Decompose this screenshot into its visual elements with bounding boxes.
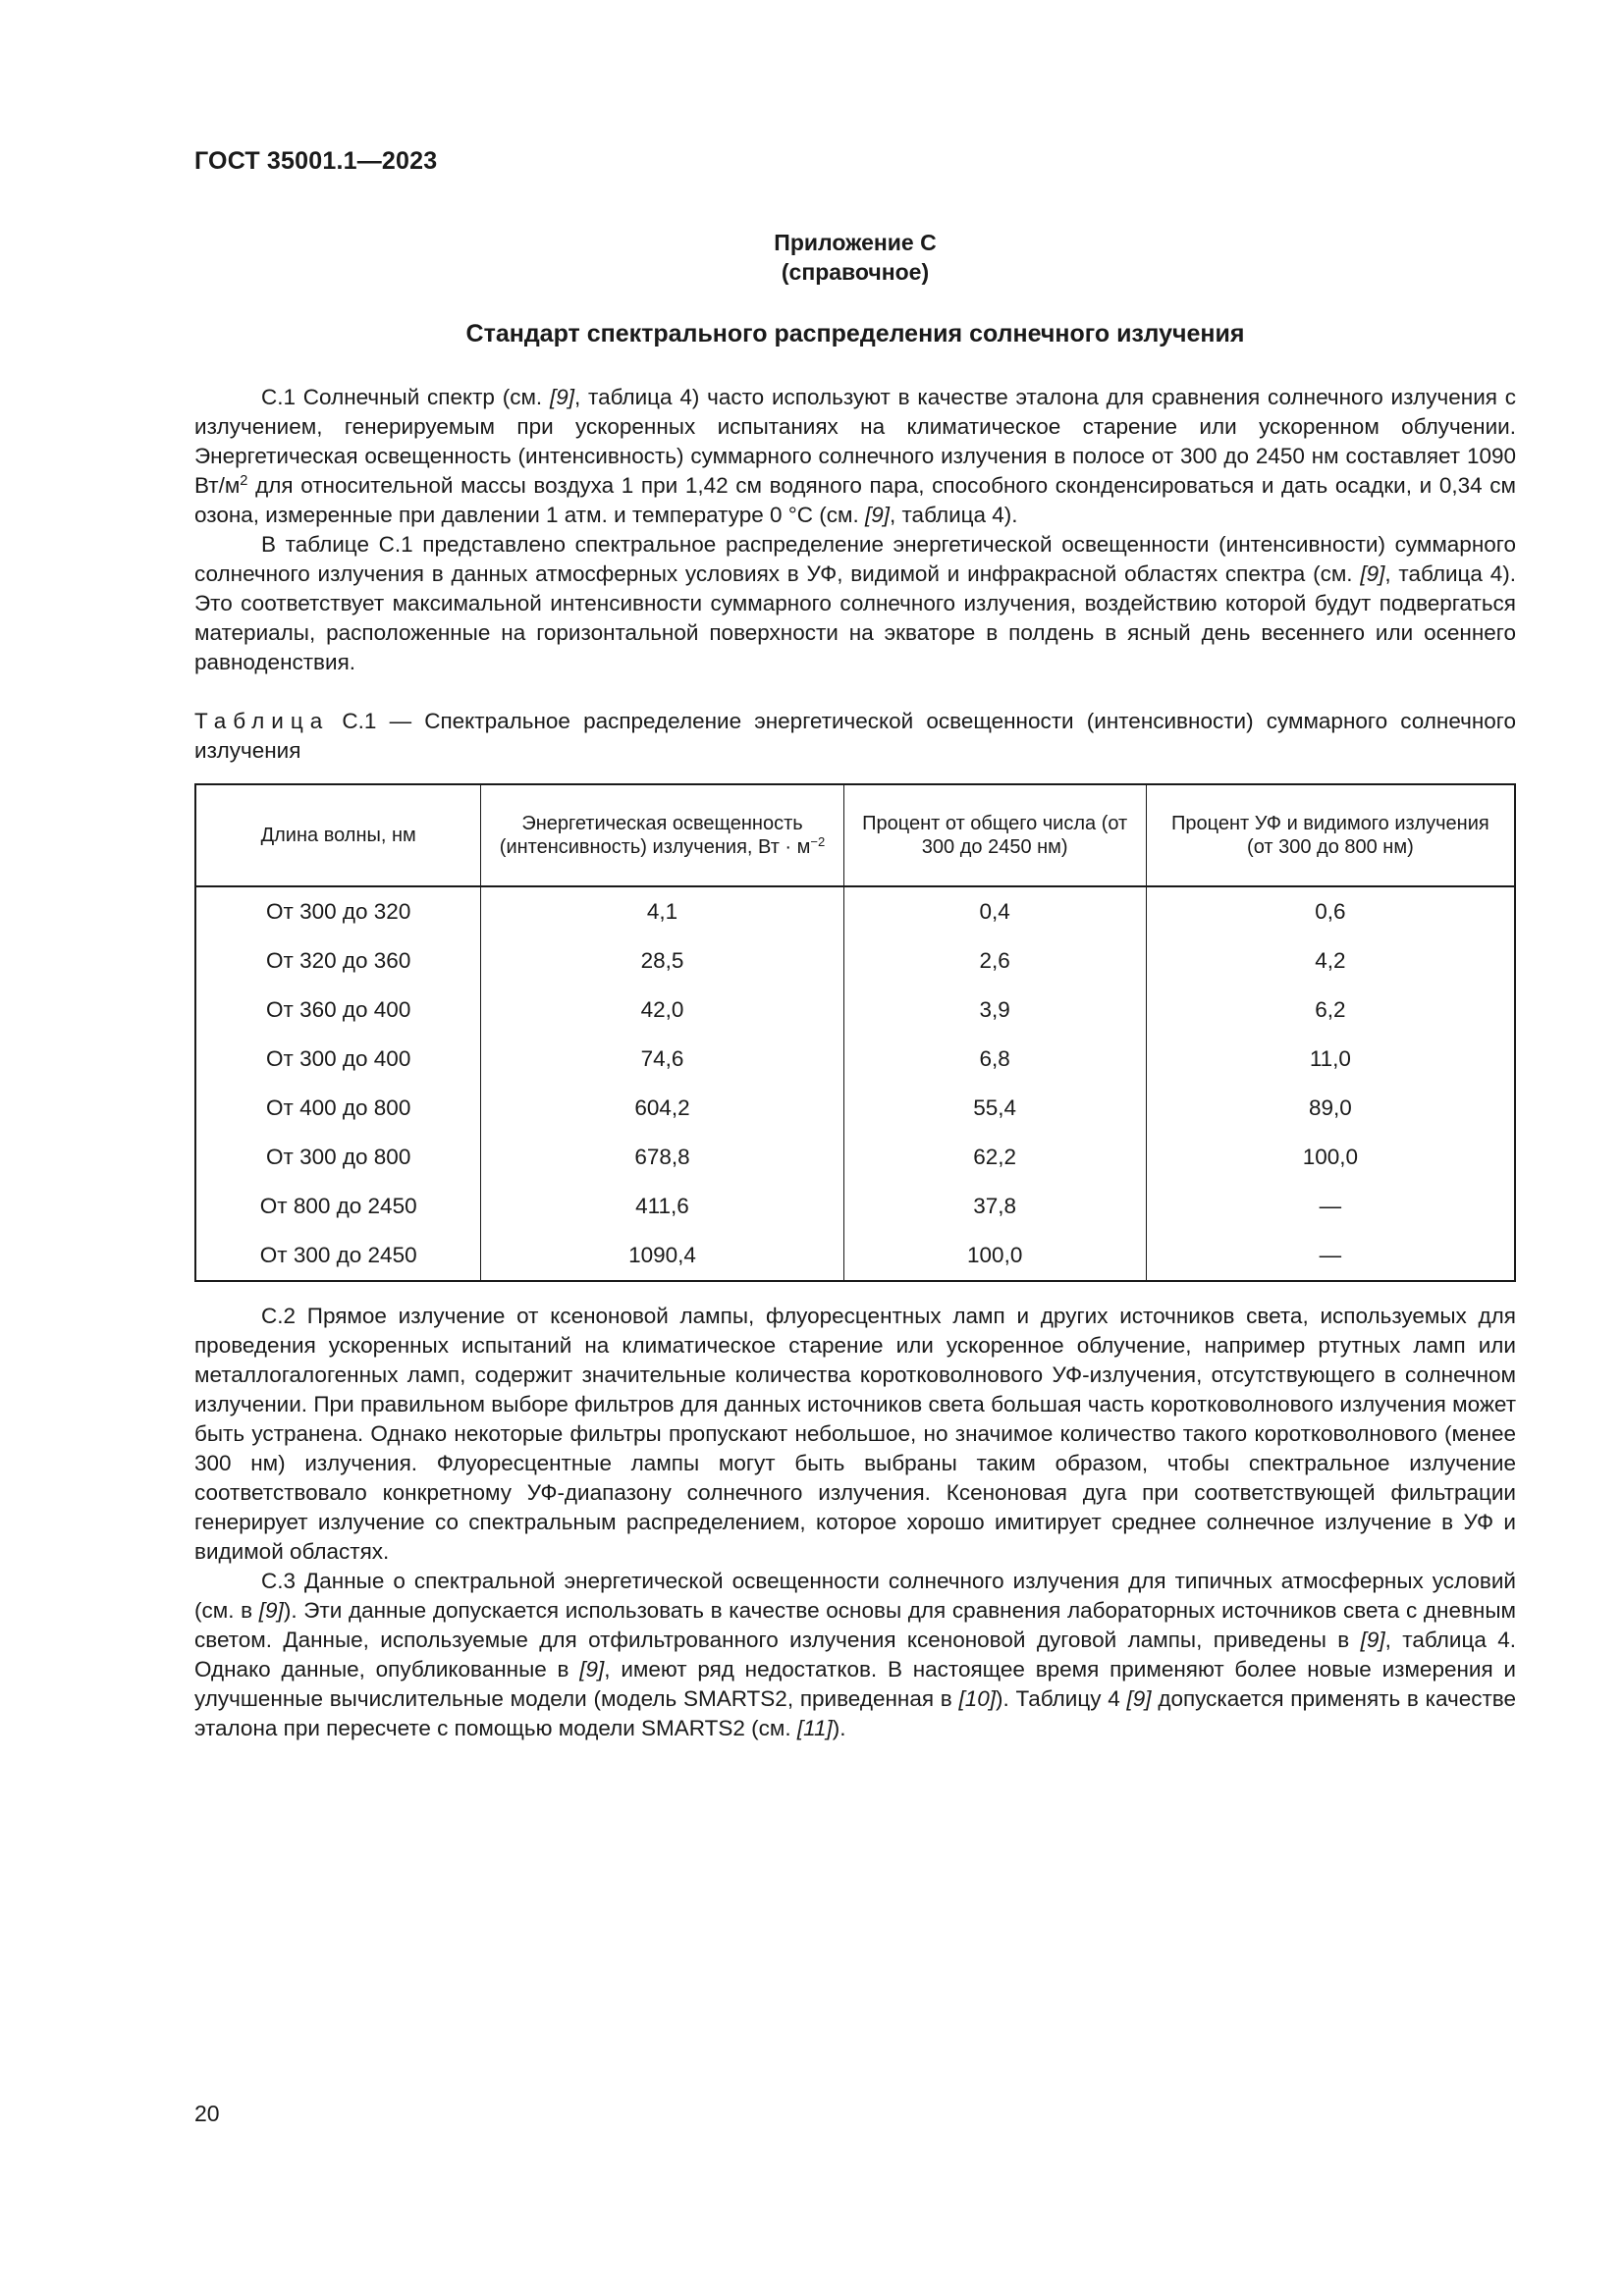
- header-wavelength: Длина волны, нм: [195, 784, 481, 886]
- paragraph-c1-table-intro: В таблице С.1 представлено спектральное распределение энергетической освещенности (интенсивности) суммарного солнечного излучения в данных атмосферных условиях в УФ, видимой и инфракрасной областях спектра (см. [9], таблица 4). Это соответствует максимальной интенсивности суммарного солнечного излучения, воздействию которой будут подвергаться материалы, расположенные на горизонтальной поверхности на экваторе в полдень в ясный день весеннего или осеннего равноденствия.: [194, 532, 1516, 674]
- cell-percent-uv-visible: 6,2: [1146, 986, 1515, 1035]
- cell-wavelength: От 300 до 2450: [195, 1231, 481, 1281]
- cell-percent-uv-visible: 100,0: [1146, 1133, 1515, 1182]
- reference-link: [9]: [1360, 561, 1385, 586]
- table-header-row: [195, 784, 1515, 886]
- cell-percent-total: 6,8: [843, 1035, 1146, 1084]
- cell-irradiance: 411,6: [481, 1182, 843, 1231]
- paragraph-c2: С.2 Прямое излучение от ксеноновой лампы, флуоресцентных ламп и других источников света, используемых для проведения ускоренных испытаний на климатическое старение или ускоренное облучение, например ртутных ламп или металлогалогенных ламп, содержит значительные количества коротковолнового УФ-излучения, отсутствующего в солнечном излучении. При правильном выборе фильтров для данных источников света большая часть коротковолнового излучения может быть устранена. Однако некоторые фильтры пропускают небольшое, но значимое количество такого коротковолнового (менее 300 нм) излучения. Флуоресцентные лампы могут быть выбраны таким образом, чтобы спектральное излучение соответствовало конкретному УФ-диапазону солнечного излучения. Ксеноновая дуга при соответствующей фильтрации генерирует излучение со спектральным распределением, которое хорошо имитирует среднее солнечное излучение в УФ и видимой областях.: [194, 1304, 1516, 1564]
- table-row: [195, 1084, 1515, 1133]
- cell-wavelength: От 300 до 320: [195, 886, 481, 936]
- cell-percent-uv-visible: 4,2: [1146, 936, 1515, 986]
- cell-irradiance: 678,8: [481, 1133, 843, 1182]
- cell-irradiance: 604,2: [481, 1084, 843, 1133]
- cell-irradiance: 28,5: [481, 936, 843, 986]
- table-row: [195, 986, 1515, 1035]
- page-number: 20: [194, 2101, 220, 2126]
- cell-percent-total: 62,2: [843, 1133, 1146, 1182]
- table-row: [195, 1035, 1515, 1084]
- table-row: [195, 1182, 1515, 1231]
- cell-irradiance: 74,6: [481, 1035, 843, 1084]
- paragraph-c1: С.1 Солнечный спектр (см. [9], таблица 4) часто используют в качестве эталона для сравнения солнечного излучения с излучением, генерируемым при ускоренных испытаниях на климатическое старение или ускоренном облучении. Энергетическая освещенность (интенсивность) суммарного солнечного излучения в полосе от 300 до 2450 нм составляет 1090 $Вт/м^2$ для относительной массы воздуха 1 при 1,42 см водяного пара, способного сконденсироваться и дать осадки, и 0,34 см озона, измеренные при давлении 1 атм. и температуре 0 °С (см. [9], таблица 4).: [194, 385, 1516, 527]
- cell-irradiance: 1090,4: [481, 1231, 843, 1281]
- spectral-distribution-table: [194, 783, 1516, 1282]
- section-title: Стандарт спектрального распределения солнечного излучения: [465, 320, 1245, 347]
- table-row: [195, 1133, 1515, 1182]
- table-row: [195, 936, 1515, 986]
- table-caption-label: Таблица: [194, 709, 330, 733]
- cell-percent-total: 0,4: [843, 886, 1146, 936]
- reference-link: [9]: [1126, 1686, 1152, 1711]
- reference-link: [11]: [796, 1716, 833, 1740]
- reference-link: [10]: [958, 1686, 997, 1711]
- table-caption-text: С.1 — Спектральное распределение энергетической освещенности (интенсивности) суммарного солнечного излучения: [194, 709, 1516, 763]
- cell-percent-uv-visible: —: [1146, 1182, 1515, 1231]
- reference-link: [9]: [864, 503, 890, 527]
- cell-wavelength: От 300 до 400: [195, 1035, 481, 1084]
- table-row: [195, 886, 1515, 936]
- table-caption: [194, 707, 1516, 766]
- reference-link: [9]: [1360, 1628, 1385, 1652]
- cell-percent-total: 55,4: [843, 1084, 1146, 1133]
- cell-percent-total: 2,6: [843, 936, 1146, 986]
- cell-percent-uv-visible: 11,0: [1146, 1035, 1515, 1084]
- reference-link: [9]: [258, 1598, 284, 1623]
- cell-percent-uv-visible: —: [1146, 1231, 1515, 1281]
- cell-percent-total: 37,8: [843, 1182, 1146, 1231]
- appendix-title: Приложение С: [774, 230, 937, 255]
- body-block: [194, 1302, 1516, 1743]
- paragraph-c3: С.3 Данные о спектральной энергетической освещенности солнечного излучения для типичных атмосферных условий (см. в [9]). Эти данные допускается использовать в качестве основы для сравнения лабораторных источников света с дневным светом. Данные, используемые для отфильтрованного излучения ксеноновой дуговой лампы, приведены в [9], таблица 4. Однако данные, опубликованные в [9], имеют ряд недостатков. В настоящее время применяют более новые измерения и улучшенные вычислительные модели (модель SMARTS2, приведенная в [10]). Таблицу 4 [9] допускается применять в качестве эталона при пересчете с помощью модели SMARTS2 (см. [11]).: [194, 1569, 1517, 1740]
- cell-percent-total: 3,9: [843, 986, 1146, 1035]
- cell-wavelength: От 800 до 2450: [195, 1182, 481, 1231]
- header-irradiance: Энергетическая освещенность (интенсивность) излучения, Вт · $м^{-2}$: [481, 784, 843, 886]
- appendix-heading: [194, 228, 1516, 287]
- cell-irradiance: 42,0: [481, 986, 843, 1035]
- reference-link: [9]: [579, 1657, 605, 1682]
- intro-block: [194, 383, 1516, 677]
- document-code: ГОСТ 35001.1—2023: [194, 147, 438, 175]
- cell-irradiance: 4,1: [481, 886, 843, 936]
- cell-percent-uv-visible: 0,6: [1146, 886, 1515, 936]
- cell-percent-total: 100,0: [843, 1231, 1146, 1281]
- cell-wavelength: От 360 до 400: [195, 986, 481, 1035]
- header-percent-total: Процент от общего числа (от 300 до 2450 нм): [843, 784, 1146, 886]
- cell-wavelength: От 320 до 360: [195, 936, 481, 986]
- cell-wavelength: От 300 до 800: [195, 1133, 481, 1182]
- table-row: [195, 1231, 1515, 1281]
- appendix-subtitle: (справочное): [781, 259, 930, 285]
- header-percent-uv-visible: Процент УФ и видимого излучения (от 300 до 800 нм): [1146, 784, 1515, 886]
- cell-percent-uv-visible: 89,0: [1146, 1084, 1515, 1133]
- reference-link: [9]: [549, 385, 574, 409]
- cell-wavelength: От 400 до 800: [195, 1084, 481, 1133]
